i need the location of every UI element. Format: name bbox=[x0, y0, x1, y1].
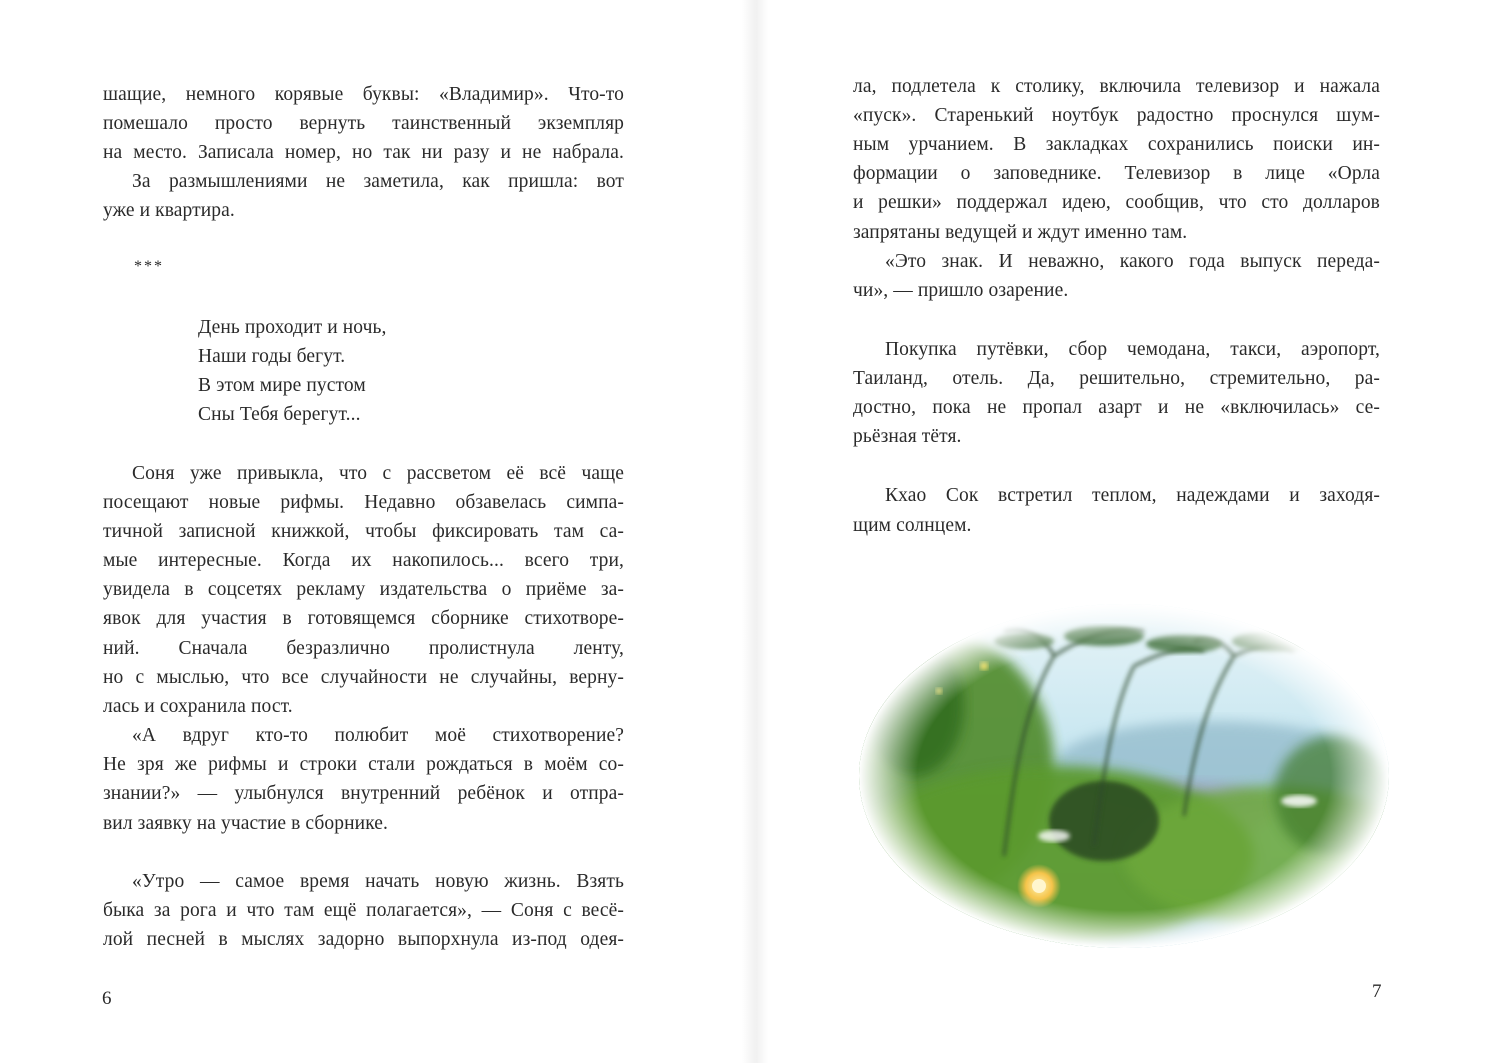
page-number: 7 bbox=[1372, 981, 1382, 1002]
text-line: «Утро — самое время начать новую жизнь. Взять bbox=[132, 871, 624, 892]
text-line: лой песней в мыслях задорно выпорхнула из-под одея- bbox=[103, 929, 624, 950]
text-line: Таиланд, отель. Да, решительно, стремительно, ра- bbox=[853, 368, 1380, 389]
text-line: ний. Сначала безразлично пролистнула ленту, bbox=[103, 638, 624, 659]
text-line: но с мыслью, что все случайности не случайны, верну- bbox=[103, 667, 624, 688]
section-separator: *** bbox=[134, 258, 164, 275]
text-line: тичной записной книжкой, чтобы фиксировать там са- bbox=[103, 521, 624, 542]
text-line: явок для участия в готовящемся сборнике стихотворе- bbox=[103, 608, 624, 629]
text-line: посещают новые рифмы. Недавно обзавелась симпа- bbox=[103, 492, 624, 513]
page-number: 6 bbox=[102, 988, 112, 1009]
text-line: вил заявку на участие в сборнике. bbox=[103, 813, 389, 834]
text-line: достно, пока не пропал азарт и не «включилась» се- bbox=[853, 397, 1380, 418]
text-line: чи», — пришло озарение. bbox=[853, 280, 1069, 301]
jungle-landscape-illustration bbox=[854, 596, 1394, 951]
text-line: «пуск». Старенький ноутбук радостно проснулся шум- bbox=[853, 105, 1380, 126]
text-line: на место. Записала номер, но так ни разу и не набрала. bbox=[103, 142, 624, 163]
text-line: Покупка путёвки, сбор чемодана, такси, аэропорт, bbox=[885, 339, 1380, 360]
right-page bbox=[750, 0, 1500, 1063]
text-line: рьёзная тётя. bbox=[853, 426, 962, 447]
text-line: шащие, немного корявые буквы: «Владимир». Что-то bbox=[103, 84, 624, 105]
text-line: щим солнцем. bbox=[853, 515, 972, 536]
poem-line: Сны Тебя берегут... bbox=[198, 404, 361, 425]
text-line: Не зря же рифмы и строки стали рождаться в моём со- bbox=[103, 754, 624, 775]
text-line: мые интересные. Когда их накопилось... всего три, bbox=[103, 550, 624, 571]
text-line: Кхао Сок встретил теплом, надеждами и заходя- bbox=[885, 485, 1380, 506]
text-line: запрятаны ведущей и ждут именно там. bbox=[853, 222, 1188, 243]
text-line: быка за рога и что там ещё полагается», — Соня с весё- bbox=[103, 900, 624, 921]
text-line: и решки» поддержал идею, сообщив, что сто долларов bbox=[853, 192, 1380, 213]
text-line: «А вдруг кто-то полюбит моё стихотворение? bbox=[132, 725, 624, 746]
text-line: уже и квартира. bbox=[103, 200, 235, 221]
text-line: помешало просто вернуть таинственный экземпляр bbox=[103, 113, 624, 134]
text-line: Соня уже привыкла, что с рассветом её всё чаще bbox=[132, 463, 624, 484]
text-line: ным урчанием. В закладках сохранились поиски ин- bbox=[853, 134, 1380, 155]
text-line: лась и сохранила пост. bbox=[103, 696, 293, 717]
text-line: знании?» — улыбнулся внутренний ребёнок и отпра- bbox=[103, 783, 624, 804]
text-line: увидела в соцсетях рекламу издательства о приёме за- bbox=[103, 579, 624, 600]
text-line: ла, подлетела к столику, включила телевизор и нажала bbox=[853, 76, 1380, 97]
text-line: «Это знак. И неважно, какого года выпуск переда- bbox=[885, 251, 1380, 272]
poem-line: Наши годы бегут. bbox=[198, 346, 346, 367]
text-line: За размышлениями не заметила, как пришла: вот bbox=[132, 171, 624, 192]
text-line: формации о заповеднике. Телевизор в лице «Орла bbox=[853, 163, 1380, 184]
poem-line: В этом мире пустом bbox=[198, 375, 366, 396]
poem-line: День проходит и ночь, bbox=[198, 317, 387, 338]
